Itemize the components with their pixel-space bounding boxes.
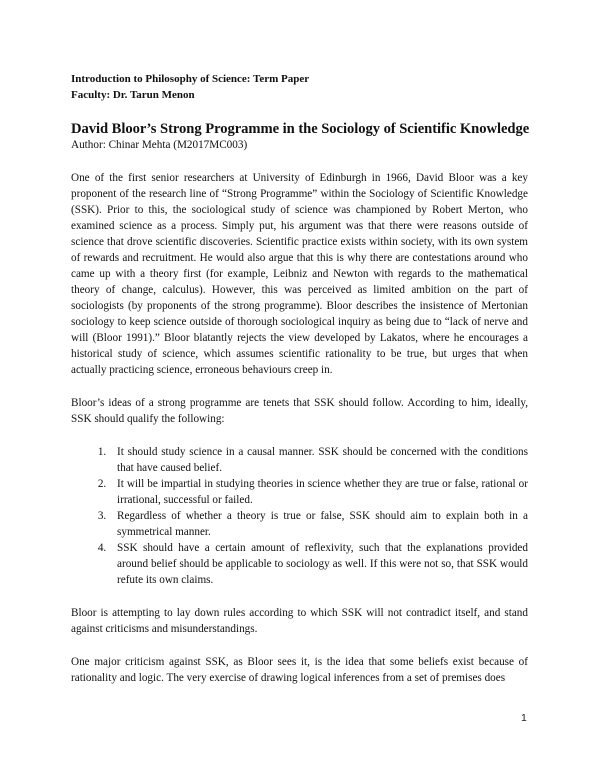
tenet-item-impartiality: 2. It will be impartial in studying theories in science whether they are true or false, rational or irrational, successful or failed. (109, 476, 528, 508)
tenet-item-reflexivity: 4. SSK should have a certain amount of reflexivity, such that the explanations provided around belief should be applicable to sociology as well. If this were not so, that SSK would refute its own claims. (109, 540, 528, 588)
criticism-paragraph: One major criticism against SSK, as Bloor sees it, is the idea that some beliefs exist because of rationality and logic. The very exercise of drawing logical inferences from a set of premises does (71, 656, 528, 684)
tenets-list (71, 444, 528, 588)
page-content (71, 71, 528, 686)
page-number: 1 (521, 712, 527, 724)
intro-paragraph: One of the first senior researchers at University of Edinburgh in 1966, David Bloor was a key proponent of the research line of “Strong Programme” within the Sociology of Scientific Knowledge (SSK). Prior to this, the sociological study of science was championed by Robert Merton, who examined science as a process. Simply put, his argument was that there were reasons outside of science that drove scientific discoveries. Scientific practice exists within society, with its own system of rewards and recruitment. He would also argue that this is why there are contestations around who came up with a theory first (for example, Leibniz and Newton with regards to the mathematical theory of change, calculus). However, this was perceived as limited ambition on the part of sociologists (by proponents of the strong programme). Bloor describes the insistence of Mertonian sociology to keep science outside of thorough sociological inquiry as being due to “lack of nerve and will (Bloor 1991).” Bloor blatantly rejects the view developed by Lakatos, where he encourages a historical study of science, which assumes scientific rationality to be true, but urges that when actually practicing science, erroneous behaviours creep in. (71, 172, 528, 376)
faculty-heading: Faculty: Dr. Tarun Menon (71, 89, 195, 101)
paper-title: David Bloor’s Strong Programme in the Sociology of Scientific Knowledge (71, 121, 530, 137)
rules-paragraph: Bloor is attempting to lay down rules according to which SSK will not contradict itself, and stand against criticisms and misunderstandings. (71, 607, 528, 635)
course-heading: Introduction to Philosophy of Science: Term Paper (71, 73, 310, 85)
tenet-item-symmetry: 3. Regardless of whether a theory is true or false, SSK should aim to explain both in a symmetrical manner. (109, 508, 528, 540)
author-line: Author: Chinar Mehta (M2017MC003) (71, 139, 248, 151)
tenets-intro-paragraph: Bloor’s ideas of a strong programme are tenets that SSK should follow. According to him, ideally, SSK should qualify the following: (71, 397, 528, 425)
tenet-item-causality: 1. It should study science in a causal manner. SSK should be concerned with the conditions that have caused belief. (109, 444, 528, 476)
